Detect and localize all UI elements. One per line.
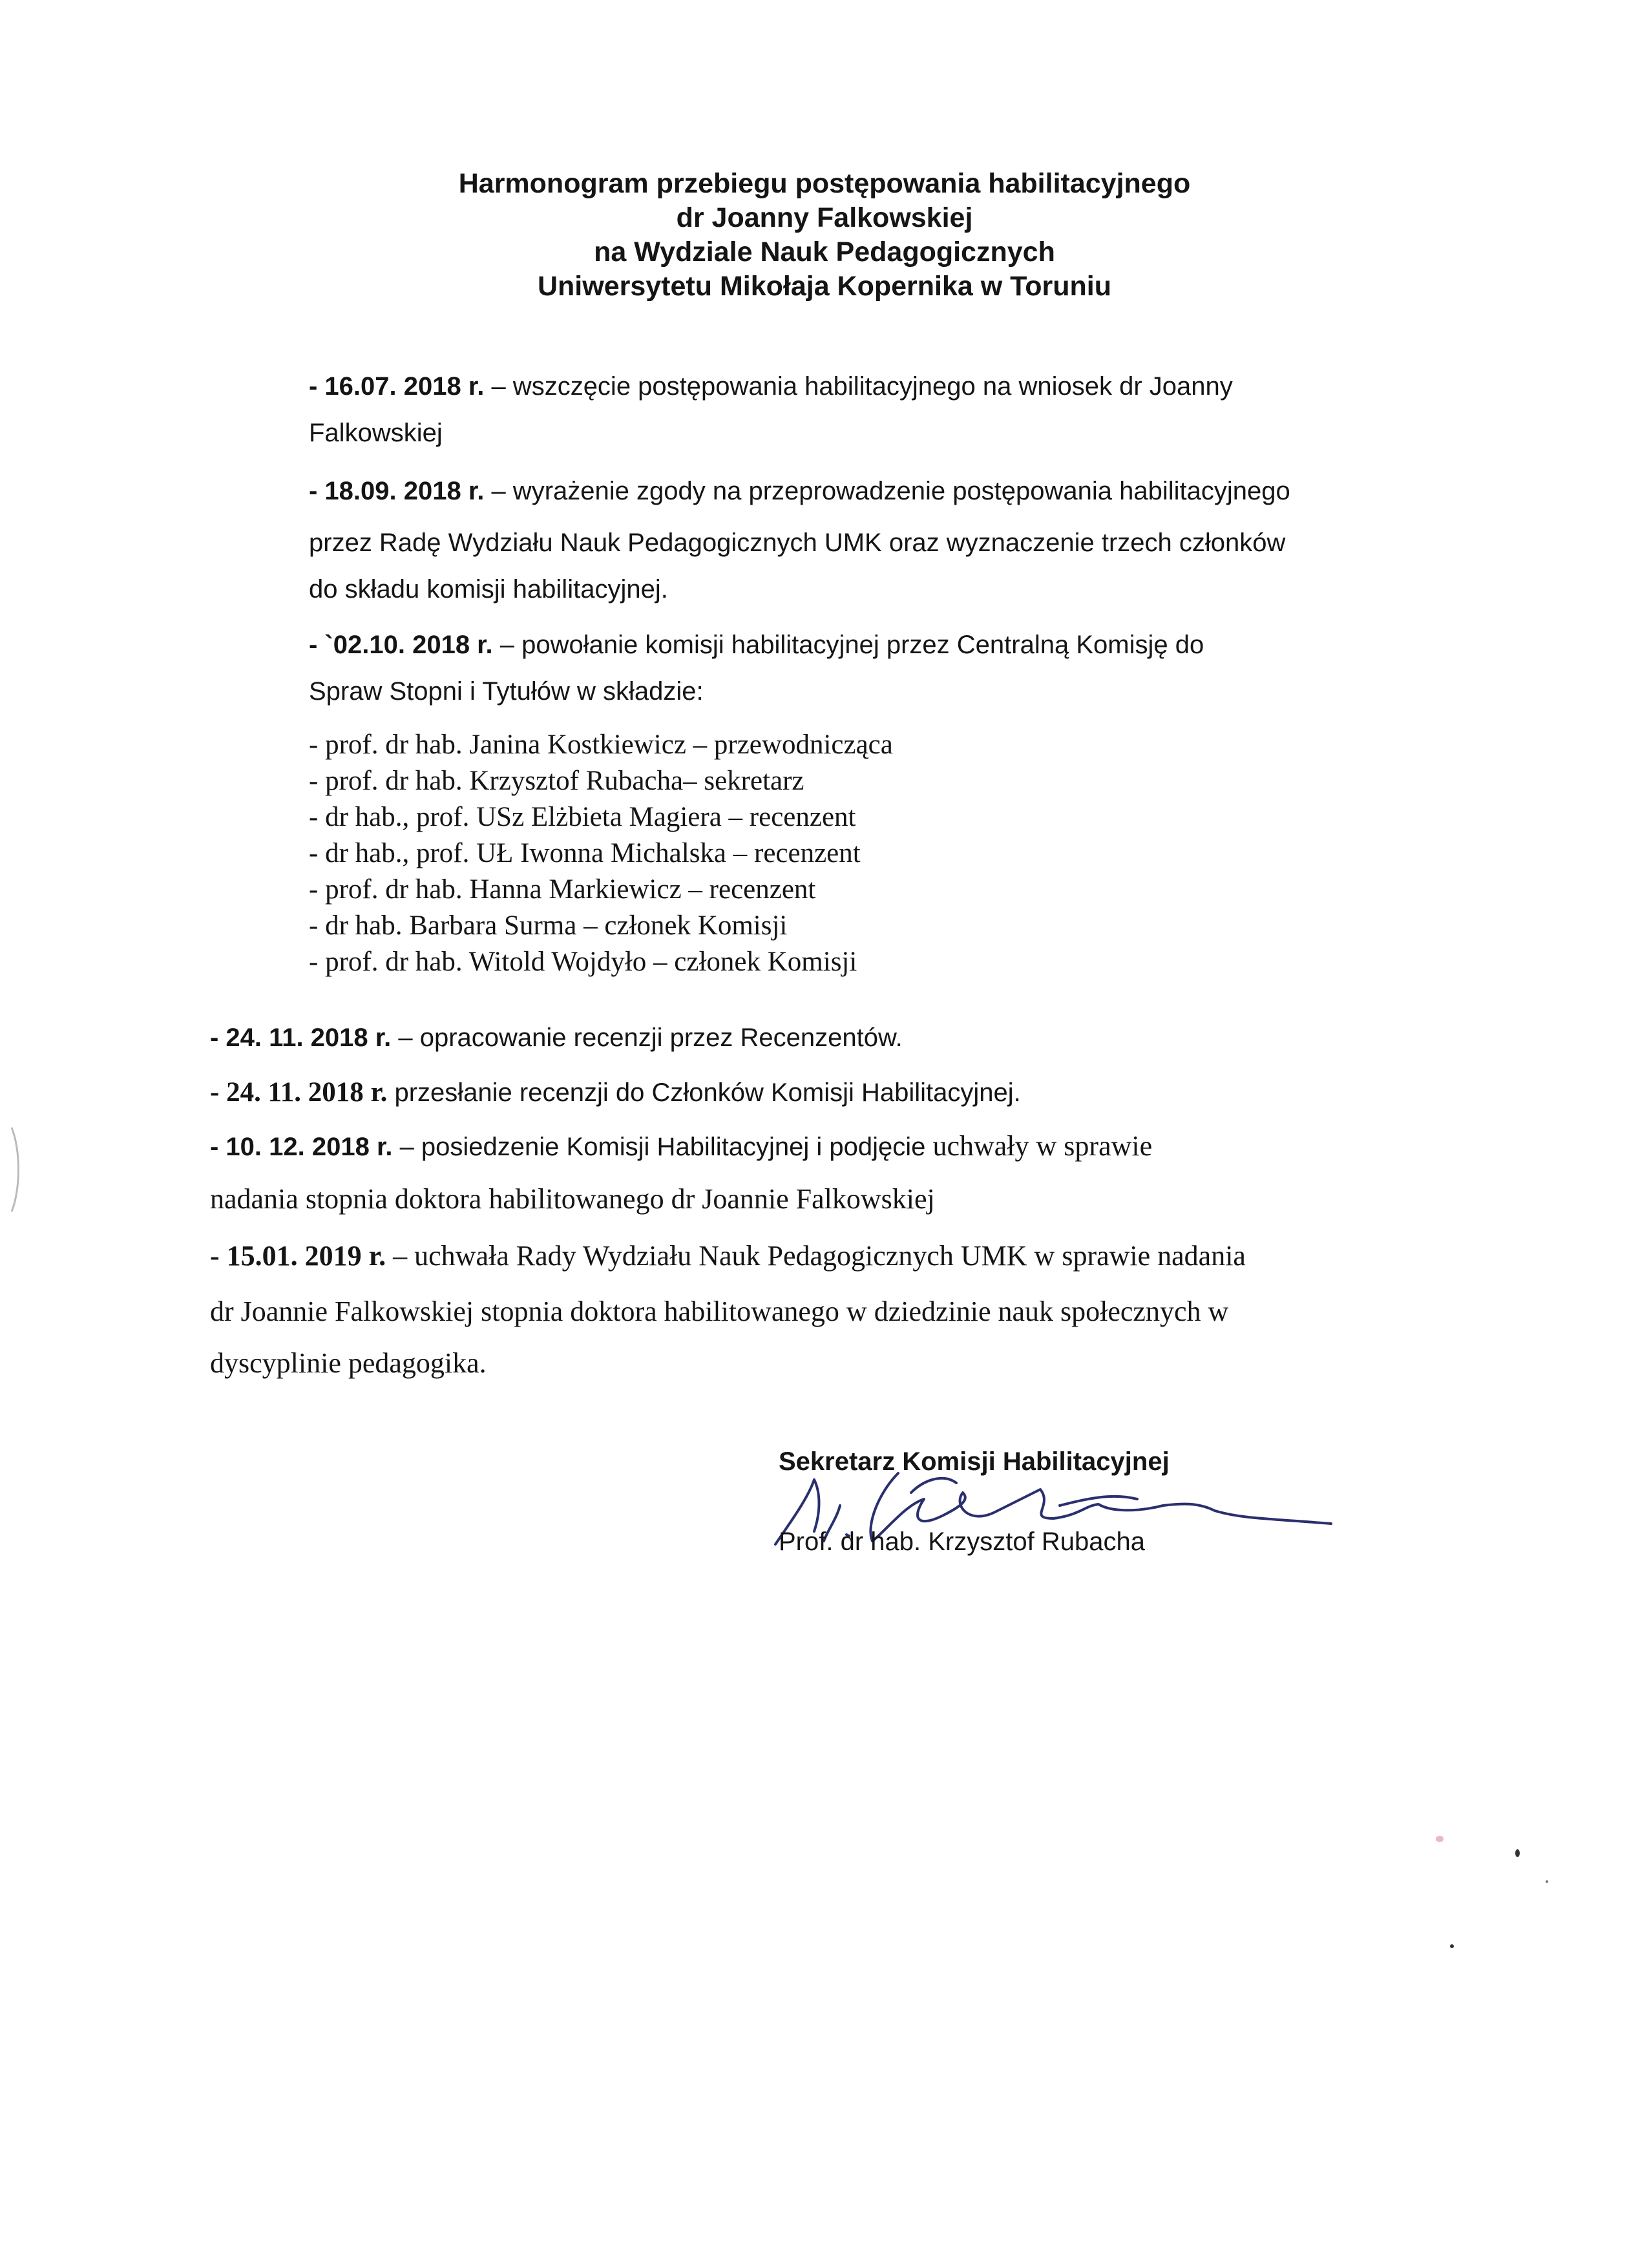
list-item: - dr hab. Barbara Surma – członek Komisji <box>309 910 788 941</box>
list-item: - dr hab., prof. UŁ Iwonna Michalska – recenzent <box>309 838 861 868</box>
list-item: - prof. dr hab. Krzysztof Rubacha– sekretarz <box>309 766 804 796</box>
title-line-3: na Wydziale Nauk Pedagogicznych <box>594 236 1055 268</box>
list-item: - prof. dr hab. Hanna Markiewicz – recenzent <box>309 874 816 905</box>
title-line-4: Uniwersytetu Mikołaja Kopernika w Toruniu <box>537 271 1111 302</box>
scan-edge-mark-icon <box>6 1124 26 1215</box>
entry-text: – wszczęcie postępowania habilitacyjnego na wniosek dr Joanny <box>484 372 1233 401</box>
scan-speck <box>1546 1880 1548 1883</box>
list-item: - prof. dr hab. Janina Kostkiewicz – przewodnicząca <box>309 730 893 760</box>
scan-speck <box>1436 1836 1444 1842</box>
entry-text-cont: Spraw Stopni i Tytułów w składzie: <box>309 677 704 706</box>
entry-text: – powołanie komisji habilitacyjnej przez Centralną Komisję do <box>492 631 1204 659</box>
title-line-2: dr Joanny Falkowskiej <box>676 202 973 233</box>
list-item: - prof. dr hab. Witold Wojdyło – członek Komisji <box>309 947 857 977</box>
entry-text-cont: dr Joannie Falkowskiej stopnia doktora habilitowanego w dziedzinie nauk społecznych w <box>210 1296 1229 1327</box>
title-line-1: Harmonogram przebiegu postępowania habilitacyjnego <box>458 168 1191 199</box>
document-title <box>0 167 1649 304</box>
entry-date: - 18.09. 2018 r. <box>309 477 485 505</box>
signature-title: Sekretarz Komisji Habilitacyjnej <box>779 1447 1170 1476</box>
scan-speck <box>1450 1944 1454 1948</box>
entry-date: - 15.01. 2019 r. <box>210 1240 386 1272</box>
entry-text-cont: do składu komisji habilitacyjnej. <box>309 575 668 604</box>
entry-date: - 16.07. 2018 r. <box>309 372 485 401</box>
entry-text-cont: nadania stopnia doktora habilitowanego dr Joannie Falkowskiej <box>210 1183 935 1215</box>
list-item: - dr hab., prof. USz Elżbieta Magiera – recenzent <box>309 802 856 832</box>
entry-date: - 24. 11. 2018 r. <box>210 1024 392 1052</box>
entry-text-cont: Falkowskiej <box>309 419 443 447</box>
entry-text: – opracowanie recenzji przez Recenzentów. <box>391 1024 903 1052</box>
entry-text-cont: przez Radę Wydziału Nauk Pedagogicznych UMK oraz wyznaczenie trzech członków <box>309 529 1286 557</box>
entry-text: – wyrażenie zgody na przeprowadzenie postępowania habilitacyjnego <box>484 477 1290 505</box>
entry-text: przesłanie recenzji do Członków Komisji Habilitacyjnej. <box>387 1078 1021 1107</box>
entry-text-cont: dyscyplinie pedagogika. <box>210 1347 487 1379</box>
entry-text: – uchwała Rady Wydziału Nauk Pedagogicznych UMK w sprawie nadania <box>386 1240 1246 1272</box>
entry-date: - 24. 11. 2018 r. <box>210 1077 388 1108</box>
entry-text: – posiedzenie Komisji Habilitacyjnej i podjęcie <box>392 1133 933 1161</box>
entry-text: uchwały w sprawie <box>932 1130 1153 1162</box>
entry-date: - 10. 12. 2018 r. <box>210 1133 393 1161</box>
entry-date: - `02.10. 2018 r. <box>309 631 493 659</box>
signature-name: Prof. dr hab. Krzysztof Rubacha <box>779 1528 1145 1556</box>
scan-speck <box>1515 1849 1520 1857</box>
